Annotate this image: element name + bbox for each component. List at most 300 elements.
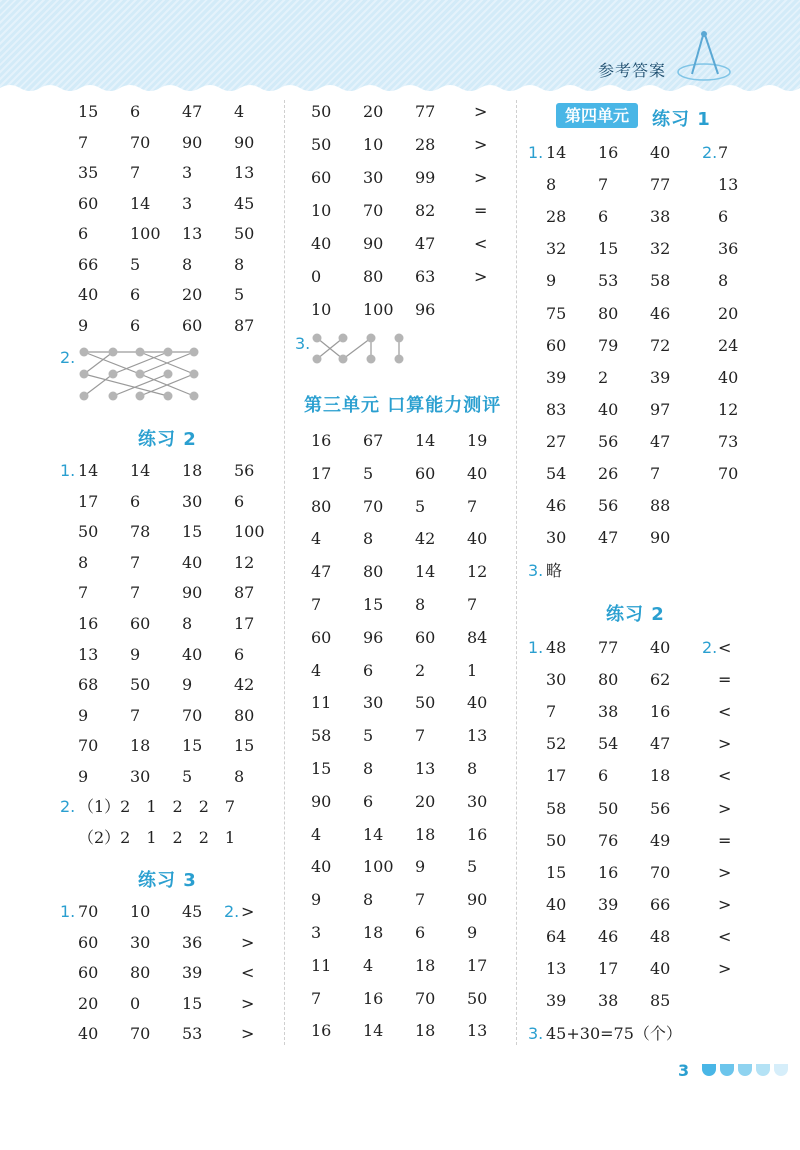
- answer-cell: 67: [363, 431, 384, 450]
- answer-cell: 100: [363, 857, 394, 877]
- answer-cell: 30: [546, 670, 567, 690]
- answer-cell: 8: [78, 552, 89, 572]
- answer-cell: 77: [415, 102, 436, 121]
- answer-cell: 6: [415, 923, 426, 942]
- matching-lines-diagram: [76, 343, 206, 405]
- answer-cell: 50: [311, 135, 332, 154]
- answer-cell: 60: [415, 627, 436, 647]
- answer-cell: 79: [598, 335, 619, 355]
- answer-cell: 36: [182, 932, 203, 952]
- col1-ex3-q2-label: 2.: [224, 902, 240, 921]
- answer-cell: 99: [415, 168, 436, 187]
- answer-cell: 77: [598, 638, 619, 657]
- answer-cell: 50: [415, 693, 436, 713]
- answer-cell: 100: [363, 300, 394, 319]
- answer-cell: 4: [311, 660, 322, 680]
- answer-cell: 8: [363, 529, 374, 549]
- answer-cell: 3: [182, 163, 193, 182]
- col3-ex1-title: 练习 1: [652, 109, 711, 130]
- answer-cell: 88: [650, 496, 671, 516]
- answer-cell: 78: [130, 522, 151, 542]
- answer-cell: 30: [363, 168, 384, 187]
- answer-cell: 7: [598, 175, 609, 195]
- answer-cell: 7: [130, 705, 141, 725]
- answer-cell: 66: [650, 894, 671, 914]
- answer-cell: 6: [130, 491, 141, 511]
- answer-cell: 7: [78, 132, 89, 152]
- answer-cell: 45: [182, 902, 203, 921]
- answer-cell: 0: [311, 267, 322, 286]
- answer-cell: 13: [546, 959, 567, 978]
- answer-cell: 15: [78, 102, 99, 121]
- answer-cell: 27: [546, 431, 567, 451]
- answer-cell: 64: [546, 926, 567, 946]
- answer-cell: 8: [363, 759, 374, 778]
- answer-cell: 32: [650, 239, 671, 259]
- answer-cell: 28: [415, 135, 436, 154]
- answer-cell: 47: [650, 431, 671, 451]
- answer-cell: 40: [650, 959, 671, 978]
- answer-cell: 30: [130, 932, 151, 952]
- page-dot-4: [756, 1064, 770, 1076]
- answer-cell: 20: [718, 303, 739, 323]
- answer-cell: 4: [311, 824, 322, 844]
- answer-cell: 7: [311, 595, 322, 614]
- answer-cell: 14: [363, 1021, 384, 1041]
- answer-cell: 9: [78, 705, 89, 725]
- compass-icon: [676, 28, 732, 84]
- answer-cell: 6: [130, 102, 141, 121]
- answer-cell: 15: [598, 239, 619, 259]
- answer-cell: 47: [650, 734, 671, 754]
- answer-cell: 90: [182, 583, 203, 603]
- answer-cell: 56: [598, 496, 619, 516]
- answer-cell: 30: [467, 791, 488, 811]
- answer-cell: 8: [415, 595, 426, 614]
- answer-cell: 40: [650, 638, 671, 657]
- answer-cell: 13: [467, 726, 488, 746]
- answer-cell: 73: [718, 431, 739, 451]
- answer-cell: 8: [363, 890, 374, 910]
- answer-cell: 40: [467, 529, 488, 549]
- answer-cell: 7: [311, 988, 322, 1008]
- answer-cell: 14: [415, 431, 436, 450]
- answer-cell: 7: [415, 890, 426, 910]
- answer-cell: 30: [130, 767, 151, 786]
- comparison-symbol: >: [241, 932, 255, 952]
- page-number: 3: [678, 1061, 690, 1080]
- answer-cell: 9: [546, 271, 557, 291]
- answer-cell: 70: [182, 705, 203, 725]
- answer-cell: 80: [234, 705, 255, 725]
- answer-cell: 58: [311, 726, 332, 746]
- answer-cell: 70: [130, 132, 151, 152]
- answer-cell: 87: [234, 315, 255, 335]
- answer-cell: 8: [467, 759, 478, 778]
- answer-cell: 87: [234, 583, 255, 603]
- comparison-symbol: <: [718, 766, 732, 786]
- answer-cell: 90: [650, 528, 671, 548]
- answer-cell: 90: [363, 234, 384, 253]
- answer-cell: 60: [182, 315, 203, 335]
- answer-cell: 7: [467, 496, 478, 516]
- page-dot-1: [702, 1064, 716, 1076]
- answer-cell: 14: [130, 461, 151, 480]
- answer-cell: 13: [415, 759, 436, 778]
- answer-cell: 20: [415, 791, 436, 811]
- answer-cell: 70: [718, 464, 739, 483]
- answer-cell: 8: [234, 767, 245, 786]
- answer-cell: 13: [78, 644, 99, 664]
- col3-ex2-title: 练习 2: [606, 604, 665, 625]
- comparison-symbol: <: [718, 638, 732, 657]
- answer-cell: 13: [718, 175, 739, 195]
- answer-cell: 11: [311, 955, 332, 975]
- answer-cell: 80: [598, 303, 619, 323]
- answer-cell: 35: [78, 163, 99, 182]
- answer-cell: 50: [130, 675, 151, 695]
- answer-cell: 8: [182, 614, 193, 633]
- answer-cell: 53: [182, 1024, 203, 1043]
- matching-lines-diagram-2: [308, 330, 408, 366]
- answer-cell: 77: [650, 175, 671, 195]
- col1-ex3-q1-label: 1.: [60, 902, 76, 921]
- answer-cell: 18: [130, 736, 151, 756]
- comparison-symbol: >: [718, 959, 732, 978]
- answer-cell: 5: [130, 254, 141, 274]
- answer-cell: 16: [363, 988, 384, 1008]
- comparison-symbol: <: [474, 234, 488, 253]
- answer-cell: 46: [546, 496, 567, 516]
- answer-cell: 20: [78, 993, 99, 1013]
- answer-cell: 2: [598, 367, 609, 387]
- answer-cell: 48: [546, 638, 567, 657]
- answer-cell: 39: [598, 894, 619, 914]
- answer-cell: 10: [311, 300, 332, 319]
- answer-cell: 14: [415, 562, 436, 582]
- answer-cell: 4: [234, 102, 245, 121]
- answer-cell: 7: [130, 552, 141, 572]
- answer-cell: 70: [415, 988, 436, 1008]
- answer-cell: 48: [650, 926, 671, 946]
- answer-cell: 9: [311, 890, 322, 910]
- answer-cell: 38: [598, 702, 619, 722]
- answer-cell: 80: [311, 496, 332, 516]
- answer-cell: 28: [546, 207, 567, 227]
- answer-cell: 5: [182, 767, 193, 786]
- answer-cell: 12: [718, 399, 739, 419]
- answer-cell: 100: [234, 522, 265, 542]
- answer-cell: 46: [598, 926, 619, 946]
- comparison-symbol: >: [474, 267, 488, 286]
- comparison-symbol: >: [718, 862, 732, 882]
- comparison-symbol: >: [241, 993, 255, 1013]
- answer-cell: 42: [234, 675, 255, 695]
- answer-cell: 56: [598, 431, 619, 451]
- comparison-symbol: =: [718, 670, 732, 690]
- answer-cell: 50: [78, 522, 99, 542]
- answer-cell: 17: [78, 491, 99, 511]
- answer-cell: 17: [234, 614, 255, 633]
- answer-cell: 16: [650, 702, 671, 722]
- answer-cell: 47: [182, 102, 203, 121]
- answer-cell: 16: [598, 862, 619, 882]
- answer-cell: 54: [546, 464, 567, 483]
- answer-cell: 40: [78, 285, 99, 304]
- answer-cell: 40: [182, 552, 203, 572]
- answer-cell: 6: [363, 791, 374, 811]
- answer-cell: 75: [546, 303, 567, 323]
- answer-cell: 40: [467, 463, 488, 483]
- answer-cell: 15: [182, 993, 203, 1013]
- answer-cell: 15: [182, 522, 203, 542]
- col3-ex1-q2-label: 2.: [702, 143, 718, 162]
- answer-cell: 8: [718, 271, 729, 291]
- col3-ex1-q1-label: 1.: [528, 143, 544, 162]
- answer-cell: 7: [467, 595, 478, 614]
- answer-cell: 17: [598, 959, 619, 978]
- answer-cell: 18: [363, 923, 384, 942]
- answer-cell: 40: [311, 234, 332, 253]
- answer-cell: 39: [182, 963, 203, 982]
- answer-cell: 12: [467, 562, 488, 582]
- answer-cell: 50: [234, 224, 255, 243]
- answer-cell: 40: [182, 644, 203, 664]
- answer-cell: 39: [546, 367, 567, 387]
- answer-cell: 9: [78, 767, 89, 786]
- answer-cell: 13: [234, 163, 255, 182]
- header-wave-edge: [0, 82, 800, 98]
- answer-cell: 8: [182, 254, 193, 274]
- answer-cell: 7: [650, 464, 661, 483]
- comparison-symbol: <: [718, 702, 732, 722]
- answer-cell: 15: [182, 736, 203, 756]
- answer-cell: 17: [546, 766, 567, 786]
- answer-cell: 38: [650, 207, 671, 227]
- answer-cell: 39: [650, 367, 671, 387]
- answer-cell: 7: [78, 583, 89, 603]
- answer-cell: 83: [546, 399, 567, 419]
- answer-cell: 6: [78, 224, 89, 243]
- answer-cell: 40: [598, 399, 619, 419]
- page-dot-5: [774, 1064, 788, 1076]
- answer-cell: 7: [415, 726, 426, 746]
- col3-ex1-q3-label: 3.: [528, 561, 544, 580]
- answer-cell: 53: [598, 271, 619, 291]
- answer-cell: 70: [363, 496, 384, 516]
- answer-cell: 47: [311, 562, 332, 582]
- answer-cell: 40: [311, 857, 332, 877]
- answer-cell: 36: [718, 239, 739, 259]
- comparison-symbol: >: [718, 734, 732, 754]
- answer-cell: 0: [130, 993, 141, 1013]
- col1-ex2-q1-label: 1.: [60, 461, 76, 480]
- answer-cell: 18: [650, 766, 671, 786]
- comparison-symbol: >: [474, 135, 488, 154]
- answer-cell: 14: [363, 824, 384, 844]
- answer-cell: 10: [363, 135, 384, 154]
- answer-cell: 15: [234, 736, 255, 756]
- answer-cell: 9: [78, 315, 89, 335]
- answer-cell: 72: [650, 335, 671, 355]
- answer-cell: 60: [130, 614, 151, 633]
- answer-cell: 18: [415, 1021, 436, 1041]
- answer-cell: 50: [546, 830, 567, 850]
- col1-ex2-title: 练习 2: [138, 429, 197, 450]
- answer-cell: 7: [718, 143, 729, 162]
- answer-cell: 49: [650, 830, 671, 850]
- answer-cell: 16: [311, 1021, 332, 1041]
- answer-cell: 30: [182, 491, 203, 511]
- answer-cell: 15: [546, 862, 567, 882]
- answer-cell: 58: [650, 271, 671, 291]
- answer-cell: 84: [467, 627, 488, 647]
- answer-cell: 4: [311, 529, 322, 549]
- answer-cell: 16: [598, 143, 619, 162]
- answer-cell: 3: [182, 193, 193, 213]
- answer-cell: 24: [718, 335, 739, 355]
- answer-cell: 16: [467, 824, 488, 844]
- answer-cell: 3: [311, 923, 322, 942]
- answer-cell: 80: [363, 562, 384, 582]
- answer-cell: 17: [467, 955, 488, 975]
- answer-cell: 60: [78, 193, 99, 213]
- answer-cell: 5: [363, 726, 374, 746]
- answer-cell: 10: [130, 902, 151, 921]
- answer-cell: 12: [234, 552, 255, 572]
- answer-cell: 32: [546, 239, 567, 259]
- answer-cell: 56: [234, 461, 255, 480]
- answer-cell: 14: [130, 193, 151, 213]
- answer-cell: 6: [598, 207, 609, 227]
- answer-cell: 82: [415, 201, 436, 220]
- answer-cell: 85: [650, 991, 671, 1011]
- answer-cell: 80: [363, 267, 384, 286]
- answer-cell: 18: [182, 461, 203, 480]
- answer-cell: 16: [78, 614, 99, 633]
- col2-q3-label: 3.: [295, 334, 311, 353]
- col1-ex2-q2-line1: （1）2 1 2 2 7: [78, 797, 236, 816]
- answer-cell: 66: [78, 254, 99, 274]
- answer-cell: 18: [415, 955, 436, 975]
- comparison-symbol: =: [474, 201, 488, 220]
- answer-cell: 70: [78, 736, 99, 756]
- answer-cell: 70: [130, 1024, 151, 1043]
- answer-cell: 8: [234, 254, 245, 274]
- comparison-symbol: >: [474, 102, 488, 121]
- col1-q2-label: 2.: [60, 348, 76, 367]
- answer-cell: 30: [546, 528, 567, 548]
- answer-cell: 5: [467, 857, 478, 877]
- answer-cell: 60: [78, 932, 99, 952]
- page-dot-2: [720, 1064, 734, 1076]
- answer-cell: 70: [650, 862, 671, 882]
- answer-cell: 50: [598, 798, 619, 818]
- answer-cell: 50: [311, 102, 332, 121]
- answer-cell: 54: [598, 734, 619, 754]
- answer-cell: 26: [598, 464, 619, 483]
- answer-cell: 96: [363, 627, 384, 647]
- answer-cell: 97: [650, 399, 671, 419]
- page-dot-3: [738, 1064, 752, 1076]
- answer-cell: 90: [311, 791, 332, 811]
- col1-ex2-q2-label: 2.: [60, 797, 76, 816]
- answer-cell: 45: [234, 193, 255, 213]
- answer-cell: 60: [415, 463, 436, 483]
- answer-cell: 8: [546, 175, 557, 195]
- answer-cell: 50: [467, 988, 488, 1008]
- answer-cell: 100: [130, 224, 161, 243]
- answer-cell: 17: [311, 463, 332, 483]
- answer-cell: 6: [234, 491, 245, 511]
- answer-cell: 10: [311, 201, 332, 220]
- comparison-symbol: <: [241, 963, 255, 982]
- answer-cell: 70: [78, 902, 99, 921]
- answer-cell: 70: [363, 201, 384, 220]
- answer-cell: 6: [598, 766, 609, 786]
- answer-cell: 16: [311, 431, 332, 450]
- answer-cell: 7: [130, 583, 141, 603]
- col3-ex2-q2-label: 2.: [702, 638, 718, 657]
- answer-cell: 60: [311, 168, 332, 187]
- answer-cell: 56: [650, 798, 671, 818]
- answer-cell: 60: [78, 963, 99, 982]
- col3-ex1-q3-text: 略: [546, 561, 563, 580]
- answer-cell: 9: [182, 675, 193, 695]
- col2-unit3-title: 第三单元 口算能力测评: [304, 395, 502, 416]
- column-divider-2: [516, 100, 517, 1045]
- answer-cell: 90: [182, 132, 203, 152]
- answer-cell: 80: [130, 963, 151, 982]
- answer-cell: 46: [650, 303, 671, 323]
- answer-cell: 14: [546, 143, 567, 162]
- answer-cell: 7: [130, 163, 141, 182]
- answer-cell: 18: [415, 824, 436, 844]
- answer-cell: 5: [234, 285, 245, 304]
- answer-cell: 20: [363, 102, 384, 121]
- answer-cell: 15: [363, 595, 384, 614]
- comparison-symbol: =: [718, 830, 732, 850]
- answer-cell: 58: [546, 798, 567, 818]
- comparison-symbol: >: [474, 168, 488, 187]
- col1-ex2-q2-line2: （2）2 1 2 2 1: [78, 828, 236, 847]
- answer-cell: 13: [182, 224, 203, 243]
- answer-cell: 9: [130, 644, 141, 664]
- answer-cell: 30: [363, 693, 384, 713]
- answer-cell: 76: [598, 830, 619, 850]
- answer-cell: 68: [78, 675, 99, 695]
- answer-cell: 5: [415, 496, 426, 516]
- answer-cell: 6: [718, 207, 729, 227]
- comparison-symbol: >: [241, 902, 255, 921]
- answer-cell: 39: [546, 991, 567, 1011]
- answer-cell: 40: [650, 143, 671, 162]
- answer-cell: 9: [467, 923, 478, 942]
- answer-cell: 52: [546, 734, 567, 754]
- answer-cell: 4: [363, 955, 374, 975]
- answer-cell: 5: [363, 463, 374, 483]
- answer-cell: 6: [130, 285, 141, 304]
- answer-cell: 6: [363, 660, 374, 680]
- answer-cell: 6: [130, 315, 141, 335]
- answer-cell: 80: [598, 670, 619, 690]
- comparison-symbol: >: [718, 798, 732, 818]
- answer-cell: 90: [467, 890, 488, 910]
- answer-cell: 15: [311, 759, 332, 778]
- answer-cell: 1: [467, 660, 478, 680]
- header-title: 参考答案: [598, 61, 667, 80]
- answer-cell: 9: [415, 857, 426, 877]
